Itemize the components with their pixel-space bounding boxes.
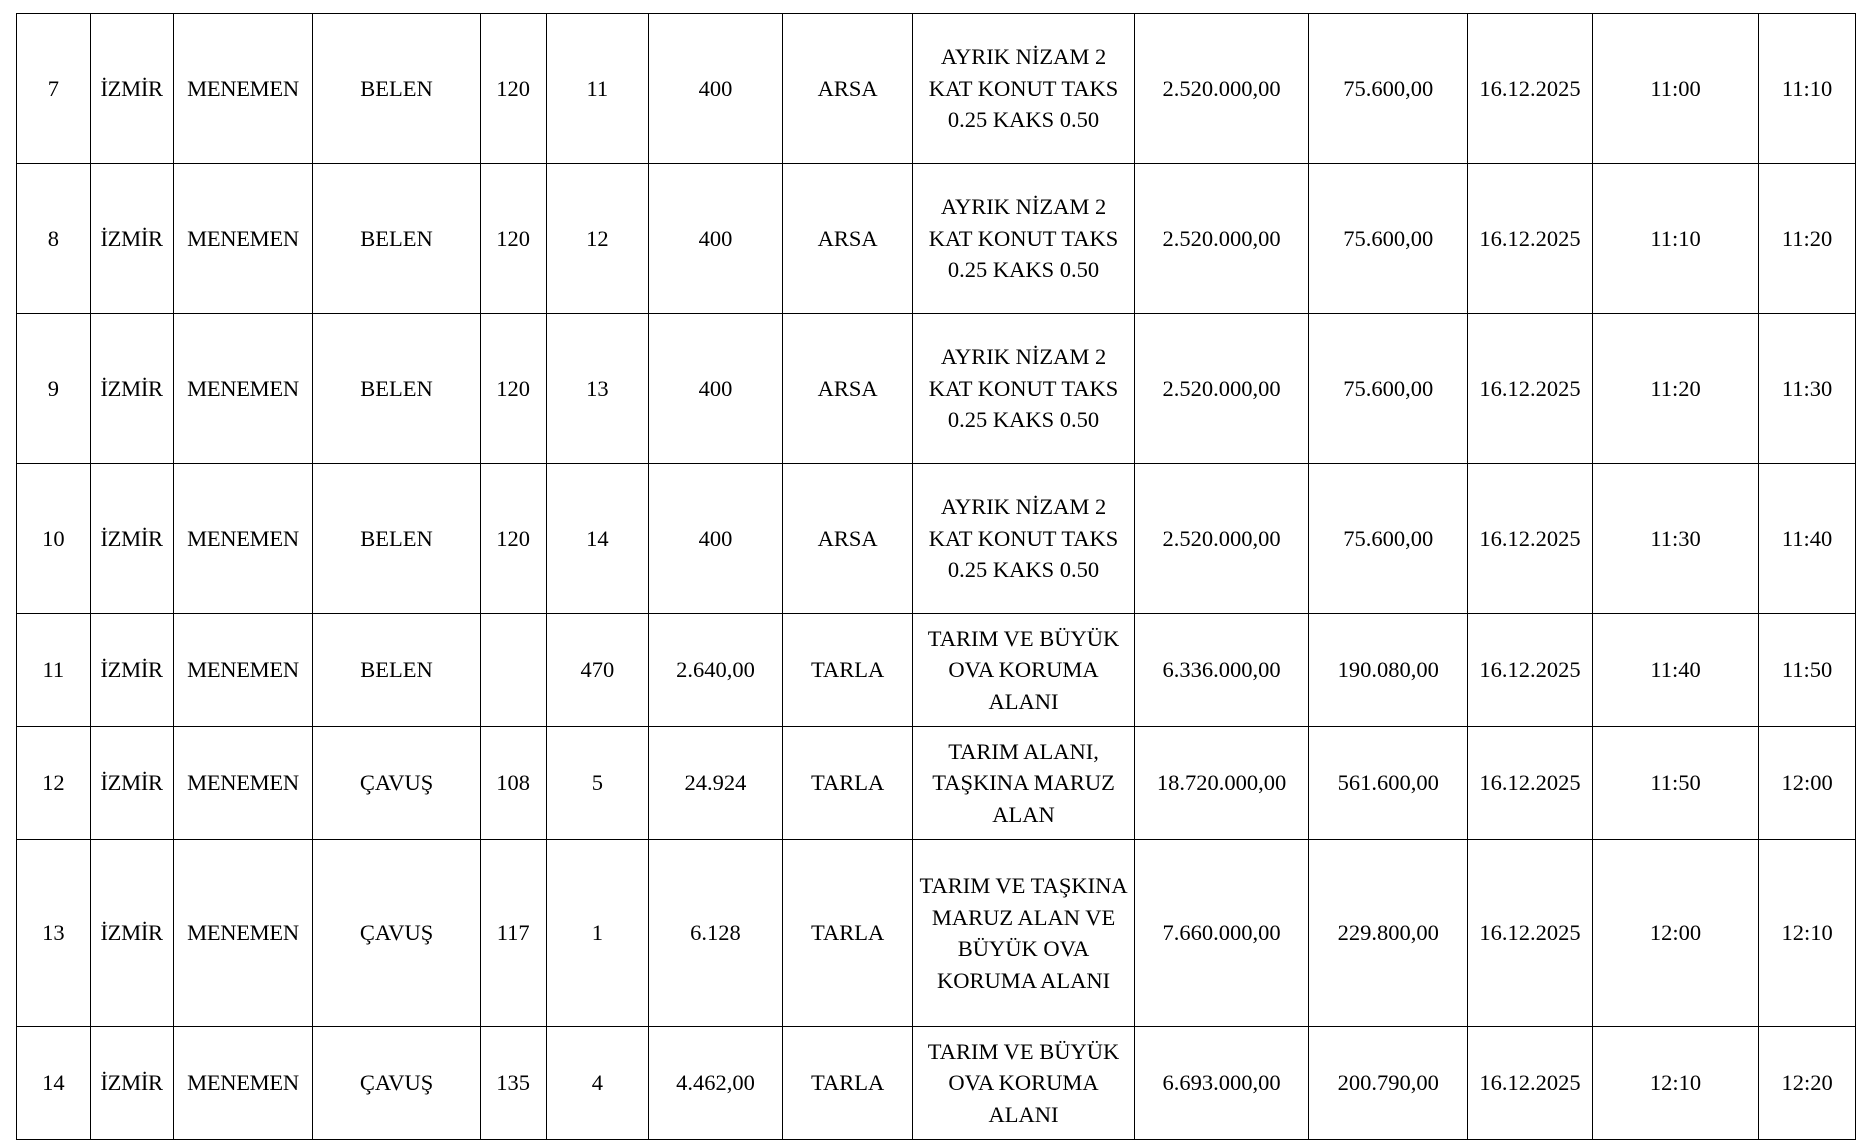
table-body: [17, 14, 1856, 1140]
cell-ihale-tarihi: 16.12.2025: [1468, 614, 1593, 727]
cell-no: 11: [17, 614, 91, 727]
cell-bitis-saati: 12:00: [1759, 727, 1856, 840]
cell-teminat: 75.600,00: [1309, 164, 1468, 314]
cell-ilce: MENEMEN: [173, 164, 313, 314]
cell-muhammen-bedel: 2.520.000,00: [1134, 164, 1309, 314]
cell-ilce: MENEMEN: [173, 314, 313, 464]
cell-ada: 120: [480, 314, 546, 464]
cell-yuzolcum: 6.128: [649, 840, 783, 1027]
cell-bitis-saati: 11:10: [1759, 14, 1856, 164]
cell-mahalle: ÇAVUŞ: [313, 1027, 480, 1140]
table-row: [17, 164, 1856, 314]
cell-baslangic-saati: 11:30: [1592, 464, 1758, 614]
table-row: [17, 464, 1856, 614]
table-row: [17, 840, 1856, 1027]
cell-ilce: MENEMEN: [173, 840, 313, 1027]
cell-baslangic-saati: 11:00: [1592, 14, 1758, 164]
cell-no: 8: [17, 164, 91, 314]
cell-imar-durumu: AYRIK NİZAM 2 KAT KONUT TAKS 0.25 KAKS 0.50: [913, 464, 1134, 614]
table-row: [17, 727, 1856, 840]
cell-il: İZMİR: [90, 727, 173, 840]
cell-muhammen-bedel: 18.720.000,00: [1134, 727, 1309, 840]
cell-mahalle: ÇAVUŞ: [313, 840, 480, 1027]
cell-yuzolcum: 400: [649, 464, 783, 614]
cell-yuzolcum: 24.924: [649, 727, 783, 840]
cell-no: 10: [17, 464, 91, 614]
cell-muhammen-bedel: 2.520.000,00: [1134, 314, 1309, 464]
cell-yuzolcum: 400: [649, 164, 783, 314]
cell-muhammen-bedel: 2.520.000,00: [1134, 464, 1309, 614]
cell-ihale-tarihi: 16.12.2025: [1468, 164, 1593, 314]
cell-baslangic-saati: 11:10: [1592, 164, 1758, 314]
cell-mahalle: BELEN: [313, 464, 480, 614]
cell-ihale-tarihi: 16.12.2025: [1468, 727, 1593, 840]
cell-baslangic-saati: 11:50: [1592, 727, 1758, 840]
cell-teminat: 75.600,00: [1309, 314, 1468, 464]
cell-imar-durumu: TARIM VE TAŞKINA MARUZ ALAN VE BÜYÜK OVA KORUMA ALANI: [913, 840, 1134, 1027]
cell-il: İZMİR: [90, 1027, 173, 1140]
cell-imar-durumu: AYRIK NİZAM 2 KAT KONUT TAKS 0.25 KAKS 0.50: [913, 314, 1134, 464]
cell-il: İZMİR: [90, 164, 173, 314]
cell-no: 14: [17, 1027, 91, 1140]
cell-imar-durumu: TARIM ALANI, TAŞKINA MARUZ ALAN: [913, 727, 1134, 840]
cell-bitis-saati: 11:50: [1759, 614, 1856, 727]
cell-nitelik: TARLA: [782, 1027, 913, 1140]
cell-ada: 117: [480, 840, 546, 1027]
table-row: [17, 314, 1856, 464]
cell-nitelik: TARLA: [782, 840, 913, 1027]
cell-no: 13: [17, 840, 91, 1027]
cell-teminat: 200.790,00: [1309, 1027, 1468, 1140]
cell-il: İZMİR: [90, 840, 173, 1027]
cell-baslangic-saati: 12:00: [1592, 840, 1758, 1027]
cell-teminat: 229.800,00: [1309, 840, 1468, 1027]
cell-imar-durumu: AYRIK NİZAM 2 KAT KONUT TAKS 0.25 KAKS 0.50: [913, 14, 1134, 164]
cell-ada: [480, 614, 546, 727]
cell-parsel: 11: [546, 14, 649, 164]
cell-il: İZMİR: [90, 614, 173, 727]
cell-bitis-saati: 11:40: [1759, 464, 1856, 614]
cell-ihale-tarihi: 16.12.2025: [1468, 314, 1593, 464]
cell-muhammen-bedel: 7.660.000,00: [1134, 840, 1309, 1027]
cell-yuzolcum: 2.640,00: [649, 614, 783, 727]
cell-teminat: 75.600,00: [1309, 464, 1468, 614]
cell-parsel: 1: [546, 840, 649, 1027]
table-row: [17, 614, 1856, 727]
cell-ada: 135: [480, 1027, 546, 1140]
cell-mahalle: BELEN: [313, 164, 480, 314]
cell-ilce: MENEMEN: [173, 614, 313, 727]
cell-bitis-saati: 12:20: [1759, 1027, 1856, 1140]
cell-bitis-saati: 11:20: [1759, 164, 1856, 314]
cell-mahalle: BELEN: [313, 614, 480, 727]
cell-yuzolcum: 400: [649, 14, 783, 164]
table-row: [17, 14, 1856, 164]
cell-il: İZMİR: [90, 14, 173, 164]
auction-parcel-table: [16, 13, 1856, 1140]
cell-ilce: MENEMEN: [173, 1027, 313, 1140]
cell-baslangic-saati: 11:40: [1592, 614, 1758, 727]
cell-ada: 120: [480, 464, 546, 614]
cell-muhammen-bedel: 6.693.000,00: [1134, 1027, 1309, 1140]
cell-imar-durumu: TARIM VE BÜYÜK OVA KORUMA ALANI: [913, 1027, 1134, 1140]
cell-muhammen-bedel: 6.336.000,00: [1134, 614, 1309, 727]
cell-parsel: 5: [546, 727, 649, 840]
cell-no: 7: [17, 14, 91, 164]
cell-ada: 108: [480, 727, 546, 840]
table-row: [17, 1027, 1856, 1140]
cell-nitelik: ARSA: [782, 464, 913, 614]
cell-nitelik: ARSA: [782, 164, 913, 314]
cell-ilce: MENEMEN: [173, 14, 313, 164]
cell-il: İZMİR: [90, 464, 173, 614]
cell-ihale-tarihi: 16.12.2025: [1468, 14, 1593, 164]
cell-no: 9: [17, 314, 91, 464]
cell-parsel: 12: [546, 164, 649, 314]
cell-ada: 120: [480, 164, 546, 314]
cell-nitelik: ARSA: [782, 14, 913, 164]
cell-teminat: 190.080,00: [1309, 614, 1468, 727]
cell-imar-durumu: TARIM VE BÜYÜK OVA KORUMA ALANI: [913, 614, 1134, 727]
cell-ilce: MENEMEN: [173, 464, 313, 614]
cell-nitelik: TARLA: [782, 727, 913, 840]
cell-il: İZMİR: [90, 314, 173, 464]
cell-parsel: 13: [546, 314, 649, 464]
cell-bitis-saati: 12:10: [1759, 840, 1856, 1027]
cell-parsel: 4: [546, 1027, 649, 1140]
cell-yuzolcum: 400: [649, 314, 783, 464]
cell-muhammen-bedel: 2.520.000,00: [1134, 14, 1309, 164]
cell-baslangic-saati: 11:20: [1592, 314, 1758, 464]
cell-mahalle: ÇAVUŞ: [313, 727, 480, 840]
cell-nitelik: TARLA: [782, 614, 913, 727]
cell-teminat: 561.600,00: [1309, 727, 1468, 840]
cell-baslangic-saati: 12:10: [1592, 1027, 1758, 1140]
cell-mahalle: BELEN: [313, 314, 480, 464]
cell-nitelik: ARSA: [782, 314, 913, 464]
cell-parsel: 14: [546, 464, 649, 614]
cell-mahalle: BELEN: [313, 14, 480, 164]
cell-ada: 120: [480, 14, 546, 164]
cell-parsel: 470: [546, 614, 649, 727]
cell-no: 12: [17, 727, 91, 840]
cell-imar-durumu: AYRIK NİZAM 2 KAT KONUT TAKS 0.25 KAKS 0.50: [913, 164, 1134, 314]
cell-ihale-tarihi: 16.12.2025: [1468, 1027, 1593, 1140]
cell-ihale-tarihi: 16.12.2025: [1468, 840, 1593, 1027]
cell-bitis-saati: 11:30: [1759, 314, 1856, 464]
cell-teminat: 75.600,00: [1309, 14, 1468, 164]
cell-yuzolcum: 4.462,00: [649, 1027, 783, 1140]
cell-ihale-tarihi: 16.12.2025: [1468, 464, 1593, 614]
cell-ilce: MENEMEN: [173, 727, 313, 840]
